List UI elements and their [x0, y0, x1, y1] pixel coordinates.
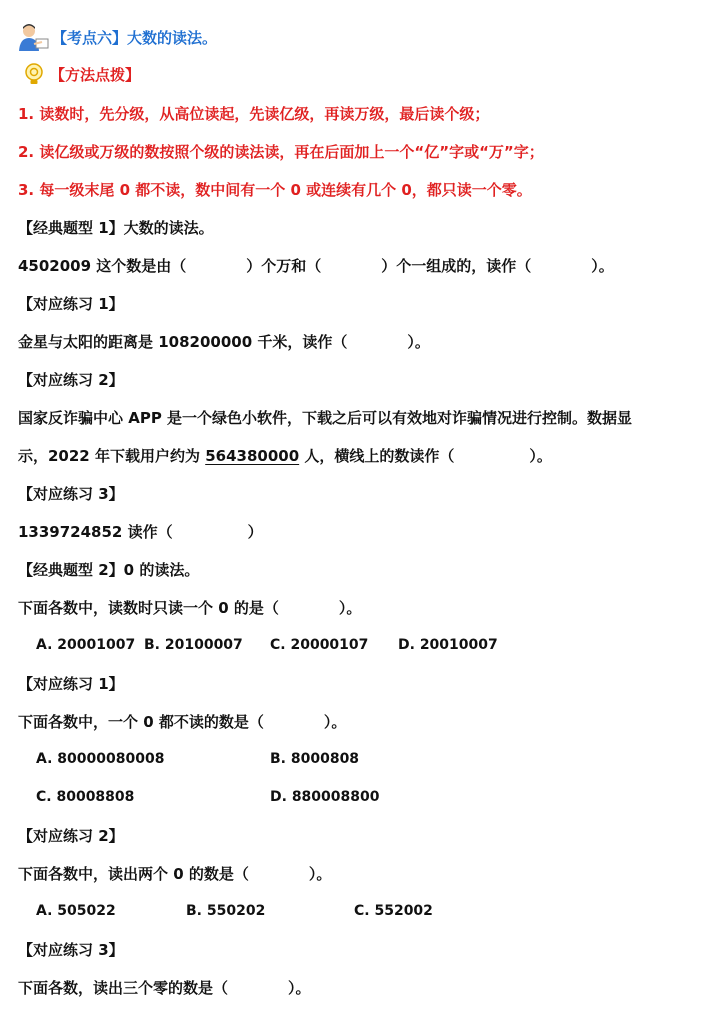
practice-2-3-heading: 【对应练习 3】	[18, 941, 124, 959]
option-c: C. 20000107	[270, 637, 369, 653]
option-d: D. 880008800	[270, 789, 380, 805]
example-1-question: 4502009 这个数是由（ ）个万和（ ）个一组成的，读作（ ）。	[18, 257, 614, 275]
rule-1: 1. 读数时，先分级，从高位读起，先读亿级，再读万级，最后读个级；	[18, 105, 490, 123]
practice-1-1-question: 金星与太阳的距离是 108200000 千米，读作（ ）。	[18, 333, 430, 351]
option-d: D. 20010007	[398, 637, 498, 653]
option-b: B. 8000808	[270, 751, 360, 767]
teacher-icon	[16, 24, 50, 52]
line2-suffix: 人，横线上的数读作（ ）。	[299, 447, 552, 465]
practice-2-3-question: 下面各数，读出三个零的数是（ ）。	[18, 979, 311, 997]
underlined-number: 564380000	[205, 447, 300, 465]
practice-1-3-heading: 【对应练习 3】	[18, 485, 124, 503]
example-2-heading: 【经典题型 2】0 的读法。	[18, 561, 200, 579]
option-a: A. 20001007	[36, 637, 136, 653]
rule-3: 3. 每一级末尾 0 都不读，数中间有一个 0 或连续有几个 0，都只读一个零。	[18, 181, 532, 199]
option-a: A. 80000080008	[36, 751, 165, 767]
practice-1-1-heading: 【对应练习 1】	[18, 295, 124, 313]
practice-1-3-question: 1339724852 读作（ ）	[18, 523, 263, 541]
option-c: C. 80008808	[36, 789, 135, 805]
example-2-question: 下面各数中，读数时只读一个 0 的是（ ）。	[18, 599, 362, 617]
practice-2-1-heading: 【对应练习 1】	[18, 675, 124, 693]
section-title: 【考点六】大数的读法。	[52, 29, 218, 47]
practice-1-2-heading: 【对应练习 2】	[18, 371, 124, 389]
rule-2: 2. 读亿级或万级的数按照个级的读法读，再在后面加上一个“亿”字或“万”字；	[18, 143, 544, 161]
option-c: C. 552002	[354, 903, 433, 919]
practice-1-2-line2	[18, 446, 552, 466]
option-b: B. 550202	[186, 903, 266, 919]
method-heading: 【方法点拨】	[50, 66, 141, 84]
example-1-heading: 【经典题型 1】大数的读法。	[18, 219, 214, 237]
line2-prefix: 示，2022 年下载用户约为	[18, 447, 206, 465]
practice-1-2-line1: 国家反诈骗中心 APP 是一个绿色小软件，下载之后可以有效地对诈骗情况进行控制。数据显	[18, 409, 633, 427]
option-b: B. 20100007	[144, 637, 243, 653]
practice-2-2-question: 下面各数中，读出两个 0 的数是（ ）。	[18, 865, 332, 883]
practice-2-2-heading: 【对应练习 2】	[18, 827, 124, 845]
option-a: A. 505022	[36, 903, 116, 919]
practice-2-1-question: 下面各数中，一个 0 都不读的数是（ ）。	[18, 713, 347, 731]
lightbulb-icon	[22, 62, 46, 86]
